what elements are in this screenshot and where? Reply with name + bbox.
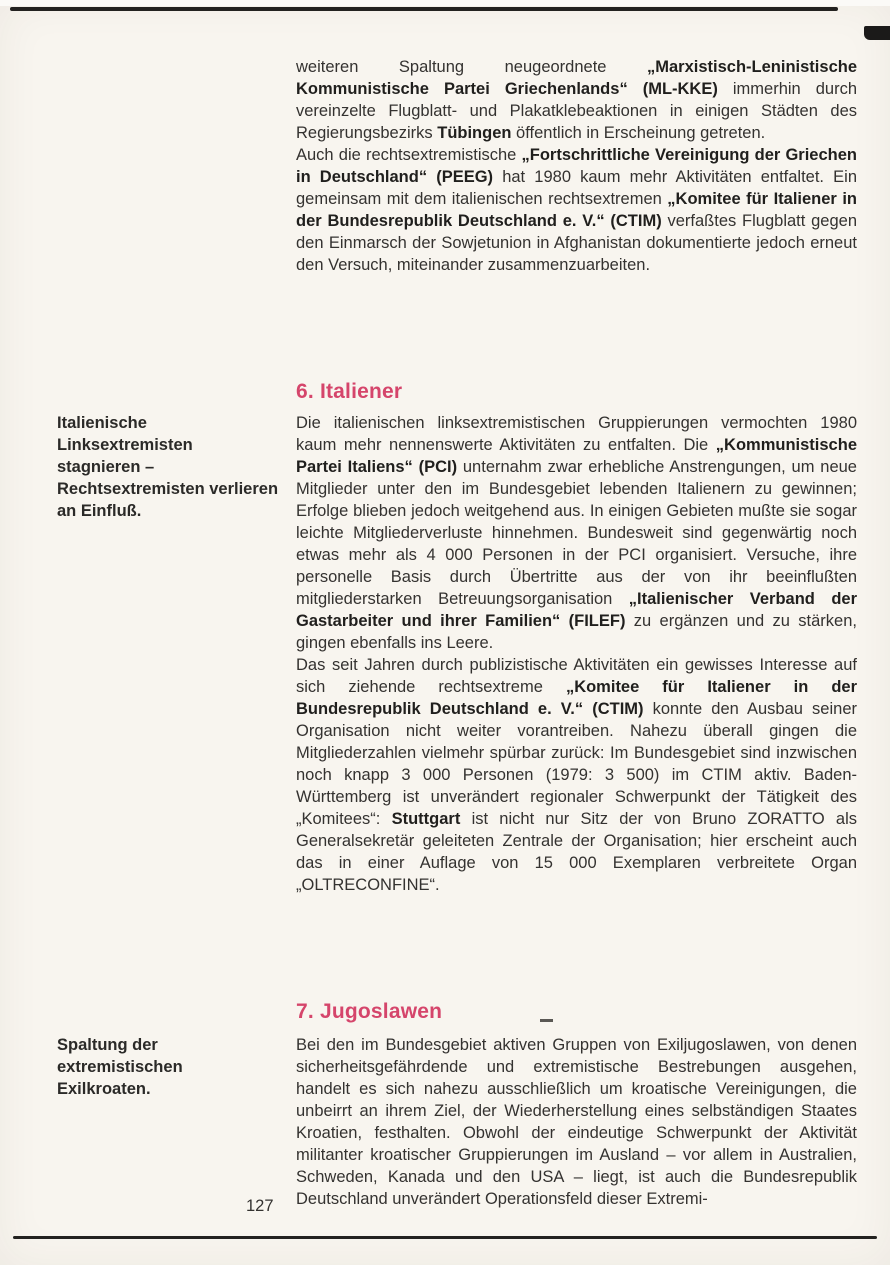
paragraph: Bei den im Bundesgebiet aktiven Gruppen von Exiljugoslawen, von denen sicherheitsgefährdende und extremistische Bestrebungen ausgehen, handelt es sich nahezu ausschließlich um kroatische Vereinigungen, die unbeirrt an ihrem Ziel, der Wiederherstellung eines selbständigen Staates Kroatien, festhalten. Obwohl der eindeutige Schwerpunkt der Aktivität militanter kroatischer Gruppierungen im Ausland – vor allem in Australien, Schweden, Kanada und den USA – liegt, ist auch die Bundesrepublik Deutschland unverändert Operationsfeld dieser Extremi- (296, 1036, 857, 1208)
paragraph: Die italienischen linksextremistischen Gruppierungen vermochten 1980 kaum mehr nennenswerte Aktivitäten zu entfalten. Die „Kommunistische Partei Italiens“ (PCI) unternahm zwar erhebliche Anstrengungen, um neue Mitglieder unter den im Bundesgebiet lebenden Italienern zu gewinnen; Erfolge blieben jedoch weitgehend aus. In einigen Gebieten mußte sie sogar leichte Mitgliederverluste hinnehmen. Bundesweit sind gegenwärtig noch etwas mehr als 4 000 Personen in der PCI organisiert. Versuche, ihre personelle Basis durch Übertritte aus der von ihr beeinflußten mitgliederstarken Betreuungsorganisation „Italienischer Verband der Gastarbeiter und ihrer Familien“ (FILEF) zu ergänzen und zu stärken, gingen ebenfalls ins Leere. (296, 414, 857, 652)
page-number: 127 (246, 1197, 274, 1215)
scan-top-strip (0, 0, 890, 6)
paragraph: weiteren Spaltung neugeordnete „Marxistisch-Leninistische Kommunistische Partei Griechenlands“ (ML-KKE) immerhin durch vereinzelte Flugblatt- und Plakatklebeaktionen in einigen Städten des Regierungsbezirks Tübingen öffentlich in Erscheinung getreten. (296, 58, 857, 142)
section-heading-jugoslawen: 7. Jugoslawen (296, 1000, 443, 1023)
section-text-italiener (296, 412, 857, 896)
scan-corner-mark (864, 26, 890, 40)
scan-top-edge-line (10, 7, 838, 11)
scan-bottom-edge-line (13, 1236, 877, 1239)
section-text-jugoslawen (296, 1034, 857, 1210)
scan-dash-mark (540, 1019, 553, 1022)
margin-note-italiener: Italienische Linksextremisten stagnieren – Rechtsextremisten verlieren an Einfluß. (57, 414, 279, 520)
margin-note-jugoslawen: Spaltung der extremistischen Exilkroaten. (57, 1036, 183, 1098)
paragraph: Das seit Jahren durch publizistische Aktivitäten ein gewisses Interesse auf sich ziehende rechtsextreme „Komitee für Italiener in der Bundesrepublik Deutschland e. V.“ (CTIM) konnte den Ausbau seiner Organisation nicht weiter vorantreiben. Nahezu überall gingen die Mitgliederzahlen vielmehr spürbar zurück: Im Bundesgebiet sind inzwischen noch knapp 3 000 Personen (1979: 3 500) im CTIM aktiv. Baden-Württemberg ist unverändert regionaler Schwerpunkt der Tätigkeit des „Komitees“: Stuttgart ist nicht nur Sitz der von Bruno ZORATTO als Generalsekretär geleiteten Zentrale der Organisation; hier erscheint auch das in einer Auflage von 15 000 Exemplaren verbreitete Organ „OLTRECONFINE“. (296, 656, 858, 894)
paragraph: Auch die rechtsextremistische „Fortschrittliche Vereinigung der Griechen in Deutschland“ (PEEG) hat 1980 kaum mehr Aktivitäten entfaltet. Ein gemeinsam mit dem italienischen rechtsextremen „Komitee für Italiener in der Bundesrepublik Deutschland e. V.“ (CTIM) verfaßtes Flugblatt gegen den Einmarsch der Sowjetunion in Afghanistan dokumentierte jedoch erneut den Versuch, miteinander zusammenzuarbeiten. (296, 146, 857, 274)
section-heading-italiener: 6. Italiener (296, 380, 403, 403)
intro-text-block (296, 56, 857, 276)
